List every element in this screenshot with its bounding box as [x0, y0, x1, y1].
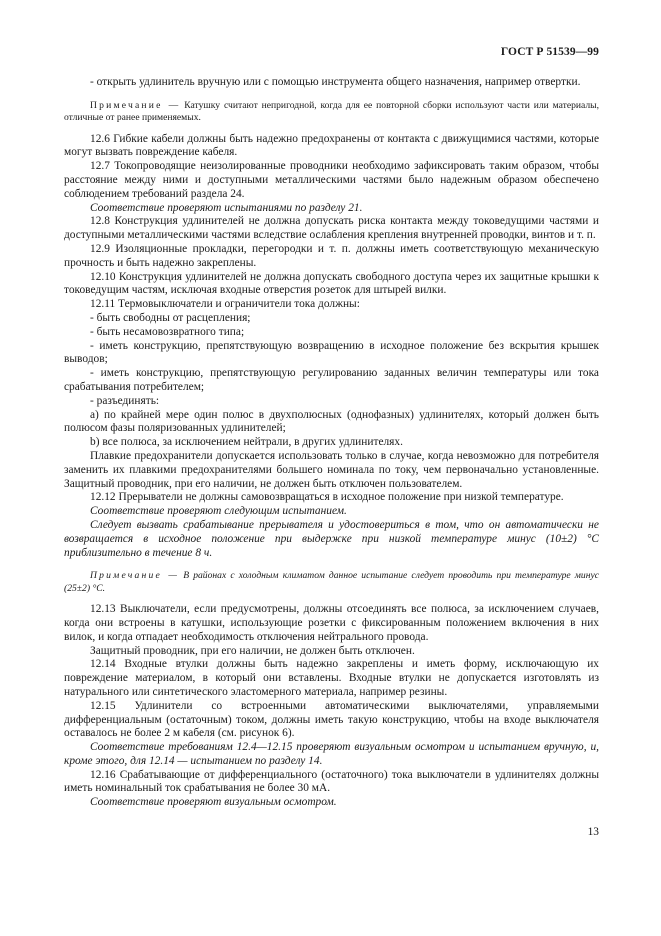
note-label: Примечание — — [90, 570, 180, 582]
list-item: а) по крайней мере один полюс в двухполюсных (однофазных) удлинителях, который должен быть полюсом фазы поляризованных удлинителей; — [64, 408, 599, 435]
test-procedure: Следует вызвать срабатывание прерывателя и удостовериться в том, что он автоматически не возвращается в исходное положение при выдержке при низкой температуре минус (10±2) °С приблизительно в течение 8 ч. — [64, 518, 599, 559]
paragraph-12-8: 12.8 Конструкция удлинителей не должна допускать риска контакта между токоведущими частями и доступными металлическими частями вследствие ослабления крепления внутренней проводки, винтов и т. п. — [64, 215, 599, 242]
document-code: ГОСТ Р 51539—99 — [500, 46, 599, 58]
paragraph: Плавкие предохранители допускается использовать только в случае, когда невозможно для потребителя заменить их плавкими предохранителями большего номинала по току, чем первоначально установленные. Защитный проводник, при его наличии, не должен быть отключен пользователем. — [64, 449, 599, 490]
list-item: - иметь конструкцию, препятствующую регулированию заданных величин температуры или тока срабатывания потребителем; — [64, 367, 599, 393]
paragraph-12-7: 12.7 Токопроводящие неизолированные проводники необходимо зафиксировать таким образом, чтобы расстояние между ними и доступными металлическими частями было надежным образом обеспечено соблюдением требований раздела 24. — [64, 160, 599, 200]
compliance-note: Соответствие проверяют следующим испытанием. — [90, 505, 347, 518]
paragraph: Защитный проводник, при его наличии, не должен быть отключен. — [90, 644, 415, 657]
compliance-note: Соответствие требованиям 12.4—12.15 проверяют визуальным осмотром и испытанием вручную, и, кроме этого, для 12.14 — испытанием по разделу 14. — [64, 741, 599, 767]
paragraph-12-6: 12.6 Гибкие кабели должны быть надежно предохранены от контакта с движущимися частями, которые могут вызвать повреждение кабеля. — [64, 132, 599, 159]
paragraph-12-12: 12.12 Прерыватели не должны самовозвращаться в исходное положение при низкой температуре. — [90, 491, 564, 504]
paragraph-12-9: 12.9 Изоляционные прокладки, перегородки и т. п. должны иметь соответствующую механическую прочность и быть надежно закреплены. — [64, 242, 599, 269]
note: Примечание — Катушку считают непригодной, когда для ее повторной сборки используют части или материалы, отличные от ранее применяемых. — [64, 99, 600, 124]
list-item: - быть свободны от расцепления; — [90, 311, 251, 324]
paragraph-12-13: 12.13 Выключатели, если предусмотрены, должны отсоединять все полюса, за исключением случаев, когда они встроены в катушки, использующие розетки с фиксированным положением включения в них вилок, и когда отпадает необходимость отключения нейтрального провода. — [64, 603, 599, 643]
paragraph-12-10: 12.10 Конструкция удлинителей не должна допускать свободного доступа через их защитные крышки к токоведущим частям, исключая входные отверстия розеток для штырей вилки. — [64, 270, 599, 297]
list-item: - иметь конструкцию, препятствующую возвращению в исходное положение без вскрытия крышек выводов; — [64, 339, 599, 366]
page-number: 13 — [587, 826, 599, 838]
paragraph-12-11: 12.11 Термовыключатели и ограничители тока должны: — [90, 298, 360, 311]
paragraph-12-14: 12.14 Входные втулки должны быть надежно закреплены и иметь форму, исключающую их повреждение материалом, в который они вставлены. Входные втулки не допускается изготовлять из натурального или синтетического эластомерного материала, например резины. — [64, 658, 599, 698]
page-body — [64, 76, 599, 810]
compliance-note: Соответствие проверяют испытаниями по разделу 21. — [90, 201, 363, 214]
paragraph-12-15: 12.15 Удлинители со встроенными автоматическими выключателями, управляемыми дифференциальным (остаточным) током, должны иметь такую конструкцию, чтобы на входе выключателя оставалось не более 2 м кабеля (см. рисунок 6). — [64, 699, 599, 740]
paragraph-12-16: 12.16 Срабатывающие от дифференциального (остаточного) тока выключатели в удлинителях должны иметь номинальный ток срабатывания не более 30 мА. — [64, 768, 599, 795]
list-item: - быть несамовозвратного типа; — [90, 325, 245, 338]
list-item: - разъединять: — [90, 394, 160, 407]
list-item: b) все полюса, за исключением нейтрали, в других удлинителях. — [90, 436, 403, 449]
note: Примечание — В районах с холодным климатом данное испытание следует проводить при температуре минус (25±2) °С. — [64, 570, 599, 594]
note-label: Примечание — — [90, 99, 181, 111]
paragraph: - открыть удлинитель вручную или с помощью инструмента общего назначения, например отвертки. — [90, 76, 581, 88]
compliance-note: Соответствие проверяют визуальным осмотром. — [90, 796, 337, 809]
